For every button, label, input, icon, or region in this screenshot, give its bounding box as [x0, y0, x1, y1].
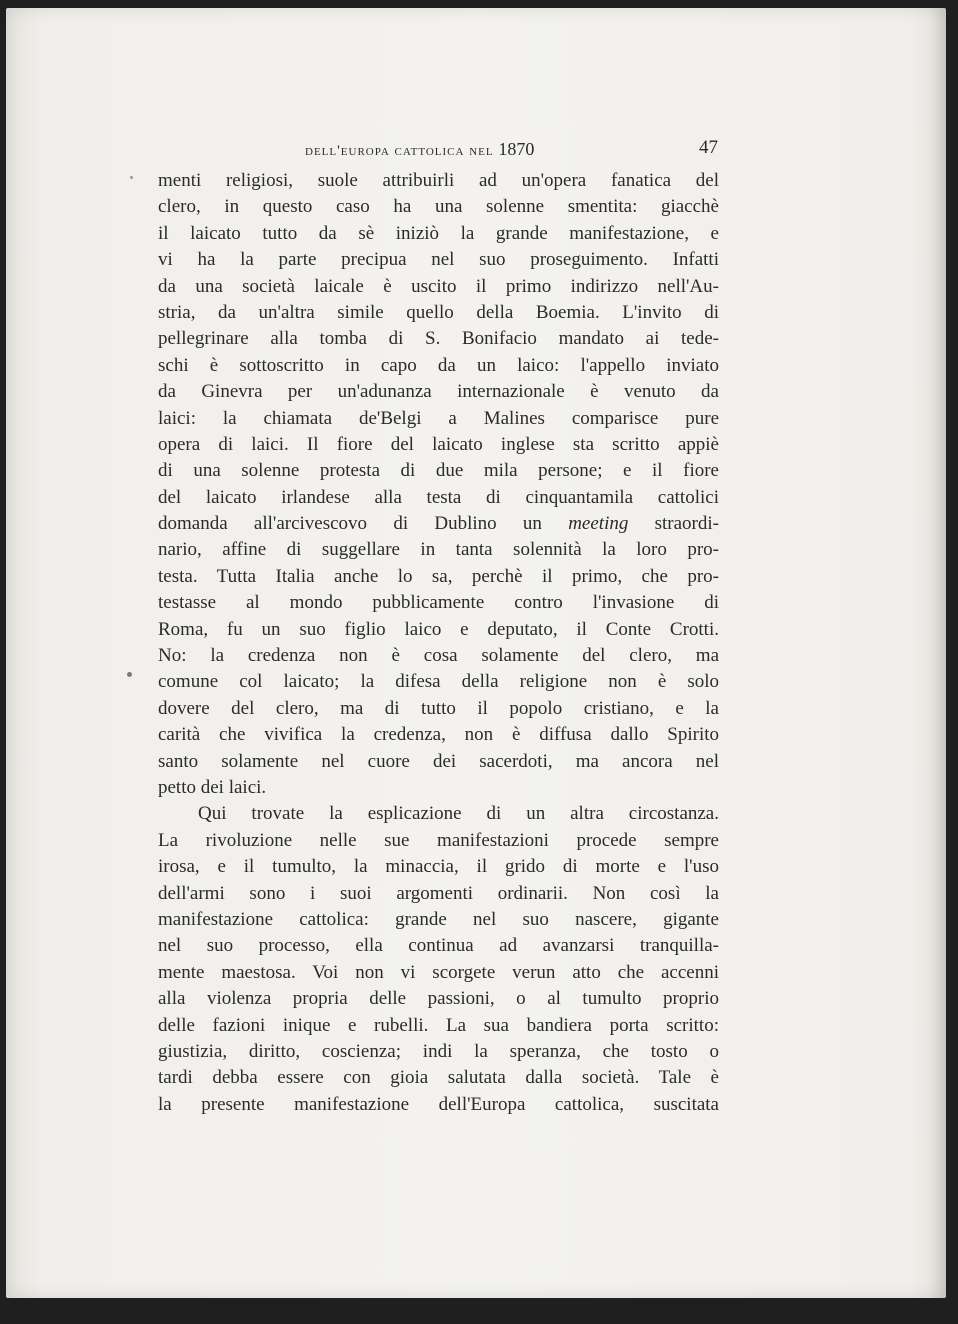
text-line: testa. Tutta Italia anche lo sa, perchè il primo, che pro- — [158, 565, 719, 587]
text-line: dovere del clero, ma di tutto il popolo cristiano, e la — [158, 697, 719, 719]
text-line: opera di laici. Il fiore del laicato inglese sta scritto appiè — [158, 433, 719, 455]
text-line: laici: la chiamata de'Belgi a Malines comparisce pure — [158, 407, 719, 429]
text-line: manifestazione cattolica: grande nel suo nascere, gigante — [158, 908, 719, 930]
text-line: il laicato tutto da sè iniziò la grande manifestazione, e — [158, 222, 719, 244]
text-line: nel suo processo, ella continua ad avanzarsi tranquilla- — [158, 935, 719, 957]
text-line: nario, affine di suggellare in tanta solennità la loro pro- — [158, 539, 719, 561]
text-line: irosa, e il tumulto, la minaccia, il grido di morte e l'uso — [158, 856, 719, 878]
text-line: comune col laicato; la difesa della religione non è solo — [158, 671, 719, 693]
italic-word: meeting — [568, 513, 629, 535]
text-line: mente maestosa. Voi non vi scorgete verun atto che accenni — [158, 961, 719, 983]
text-line: Roma, fu un suo figlio laico e deputato, il Conte Crotti. — [158, 618, 719, 640]
text-line: La rivoluzione nelle sue manifestazioni procede sempre — [158, 829, 719, 851]
text-line: giustizia, diritto, coscienza; indi la speranza, che tosto o — [158, 1040, 719, 1062]
page-number: 47 — [699, 137, 718, 158]
text-line: stria, da un'altra simile quello della Boemia. L'invito di — [158, 301, 719, 323]
text-line: da una società laicale è uscito il primo indirizzo nell'Au- — [158, 275, 719, 297]
text-line: domanda all'arcivescovo di Dublino un meeting straordi- — [158, 513, 719, 535]
text-line: menti religiosi, suole attribuirli ad un'opera fanatica del — [158, 170, 719, 191]
text-line: del laicato irlandese alla testa di cinquantamila cattolici — [158, 486, 719, 508]
paragraph-end-line: petto dei laici. — [158, 776, 267, 798]
text-line: alla violenza propria delle passioni, o al tumulto proprio — [158, 988, 719, 1010]
ink-speck — [127, 672, 132, 677]
running-head-year: 1870 — [498, 139, 535, 159]
paragraph-start-line: Qui trovate la esplicazione di un altra circostanza. — [198, 803, 719, 825]
text-line: schi è sottoscritto in capo da un laico: l'appello inviato — [158, 354, 719, 376]
text-line: No: la credenza non è cosa solamente del clero, ma — [158, 645, 719, 667]
text-line: la presente manifestazione dell'Europa cattolica, suscitata — [158, 1093, 719, 1115]
text-line: clero, in questo caso ha una solenne smentita: giacchè — [158, 196, 719, 218]
page-edge-shadow — [928, 8, 946, 1298]
ink-speck — [130, 176, 133, 179]
text-line: santo solamente nel cuore dei sacerdoti, ma ancora nel — [158, 750, 719, 772]
text-line: pellegrinare alla tomba di S. Bonifacio mandato ai tede- — [158, 328, 719, 350]
text-line: testasse al mondo pubblicamente contro l'invasione di — [158, 592, 719, 614]
running-head — [305, 139, 534, 160]
text-line: dell'armi sono i suoi argomenti ordinarii. Non così la — [158, 882, 719, 904]
text-line: di una solenne protesta di due mila persone; e il fiore — [158, 460, 719, 482]
text-line: vi ha la parte precipua nel suo proseguimento. Infatti — [158, 249, 719, 271]
text-line: carità che vivifica la credenza, non è diffusa dallo Spirito — [158, 724, 719, 746]
text-line: delle fazioni inique e rubelli. La sua bandiera porta scritto: — [158, 1014, 719, 1036]
page-header — [160, 135, 718, 163]
body-text — [158, 168, 719, 1118]
text-line: da Ginevra per un'adunanza internazionale è venuto da — [158, 381, 719, 403]
text-line: tardi debba essere con gioia salutata dalla società. Tale è — [158, 1067, 719, 1089]
running-head-text: dell'europa cattolica nel — [305, 143, 494, 159]
